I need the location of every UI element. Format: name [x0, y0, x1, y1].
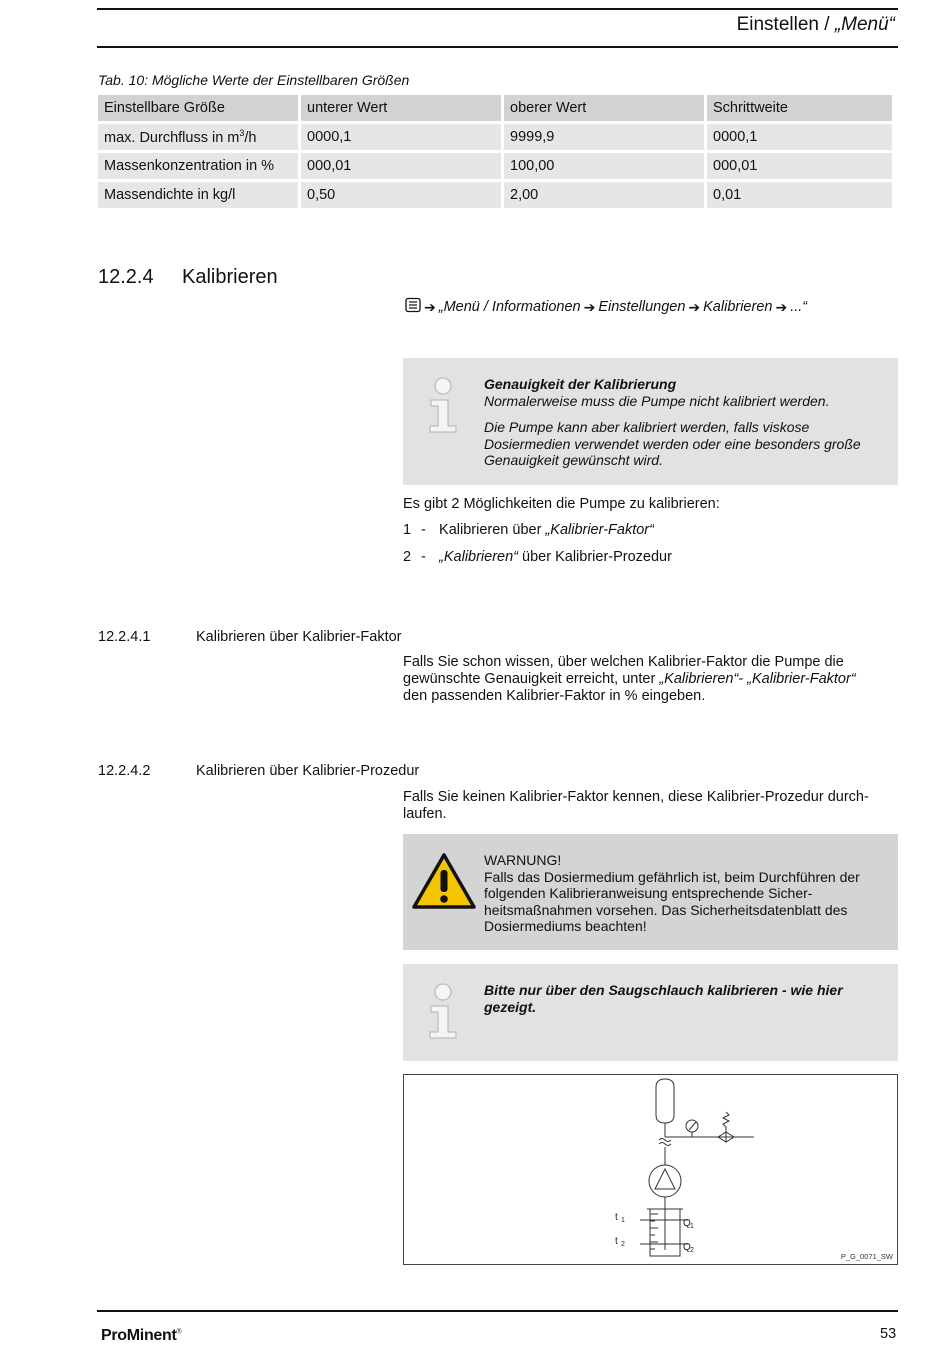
- table-cell: 0,50: [301, 182, 501, 208]
- page-header-title: Einstellen / „Menü“: [736, 14, 895, 35]
- section-number: 12.2.4: [98, 266, 154, 288]
- menu-path-step: „Menü / Informationen: [438, 299, 581, 315]
- label-t1: t: [615, 1212, 618, 1223]
- table-row: [98, 124, 892, 150]
- info-box-suction: [403, 964, 898, 1061]
- menu-path-step: ...“: [790, 299, 808, 315]
- footer-rule: [97, 1310, 898, 1312]
- warning-title: WARNUNG!: [484, 852, 562, 868]
- table-cell: 2,00: [504, 182, 704, 208]
- calibration-schematic: [404, 1075, 897, 1264]
- arrow-right-icon: ➔: [424, 298, 436, 315]
- label-q1-subscript: 1: [690, 1223, 694, 1230]
- menu-icon: [405, 297, 421, 317]
- subsection-title: Kalibrieren über Kalibrier-Prozedur: [196, 763, 420, 779]
- subsection-number: 12.2.4.2: [98, 763, 151, 779]
- calibration-diagram: [403, 1074, 898, 1265]
- table-cell: 000,01: [707, 153, 892, 179]
- values-table: [95, 92, 895, 211]
- subsection-text: Falls Sie schon wissen, über welchen Kalibrier-Faktor die Pumpe die gewünschte Genauigkeit erreicht, unter „Kalibrieren“- „Kalibrier-Faktor“ den passenden Kalibrier-Faktor in % eingeben.: [403, 654, 856, 704]
- table-cell: 0000,1: [301, 124, 501, 150]
- page-number: 53: [880, 1326, 897, 1342]
- subsection-text: Falls Sie keinen Kalibrier-Faktor kennen, diese Kalibrier-Prozedur durch-laufen.: [403, 789, 869, 822]
- table-header-cell: Einstellbare Größe: [98, 95, 298, 121]
- table-cell: Massendichte in kg/l: [98, 182, 298, 208]
- table-header-cell: oberer Wert: [504, 95, 704, 121]
- table-cell: 9999,9: [504, 124, 704, 150]
- table-cell: Massenkonzentration in %: [98, 153, 298, 179]
- header-bottom-rule: [97, 46, 898, 48]
- prominent-logo: ProMinent®: [101, 1327, 182, 1344]
- table-cell: 100,00: [504, 153, 704, 179]
- list-item: 2 - „Kalibrieren“ über Kalibrier-Prozedur: [403, 549, 672, 565]
- subsection-title: Kalibrieren über Kalibrier-Faktor: [196, 629, 402, 645]
- menu-path: [405, 297, 807, 317]
- table-row: [98, 182, 892, 208]
- table-cell: 0,01: [707, 182, 892, 208]
- label-t2: t: [615, 1236, 618, 1247]
- info-box-accuracy: [403, 358, 898, 485]
- label-q2: Q: [683, 1242, 691, 1253]
- info-icon: [425, 982, 461, 1040]
- table-header-cell: unterer Wert: [301, 95, 501, 121]
- info-box-text: Bitte nur über den Saugschlauch kalibrieren - wie hier gezeigt.: [484, 982, 843, 1015]
- warning-triangle-icon: [411, 852, 477, 910]
- table-caption: Tab. 10: Mögliche Werte der Einstellbaren Größen: [98, 72, 410, 88]
- info-icon: [425, 376, 461, 434]
- list-item: 1 - Kalibrieren über „Kalibrier-Faktor“: [403, 522, 654, 538]
- figure-id-label: P_G_0071_SW: [840, 1252, 893, 1261]
- table-header-cell: Schrittweite: [707, 95, 892, 121]
- label-t1-subscript: 1: [621, 1217, 625, 1224]
- table-cell: 000,01: [301, 153, 501, 179]
- info-box-line: Die Pumpe kann aber kalibriert werden, falls viskose Dosiermedien verwendet werden oder eine besonders große Genauigkeit gewünscht wird.: [484, 419, 861, 468]
- arrow-right-icon: ➔: [688, 298, 701, 315]
- info-box-line: Normalerweise muss die Pumpe nicht kalibriert werden.: [484, 392, 830, 409]
- label-q1: Q: [683, 1218, 691, 1229]
- label-t2-subscript: 2: [621, 1241, 625, 1248]
- arrow-right-icon: ➔: [583, 298, 596, 315]
- warning-box: [403, 834, 898, 950]
- label-q2-subscript: 2: [690, 1247, 694, 1254]
- menu-path-step: Einstellungen: [598, 299, 686, 315]
- menu-path-step: Kalibrieren: [703, 299, 773, 315]
- info-box-title: Genauigkeit der Kalibrierung: [484, 376, 677, 392]
- header-top-rule: [97, 8, 898, 10]
- table-row: [98, 153, 892, 179]
- table-header-row: [98, 95, 892, 121]
- table-cell: 0000,1: [707, 124, 892, 150]
- subsection-number: 12.2.4.1: [98, 629, 151, 645]
- section-title: Kalibrieren: [182, 266, 278, 288]
- warning-text: Falls das Dosiermedium gefährlich ist, beim Durchführen der folgenden Kalibrieranweisung entsprechende Sicher-heitsmaßnahmen vorsehen. Das Sicherheitsdatenblatt des Dosiermediums beachten!: [484, 868, 860, 934]
- intro-text: Es gibt 2 Möglichkeiten die Pumpe zu kalibrieren:: [403, 496, 720, 512]
- table-cell: max. Durchfluss in $m^3/h$: [98, 124, 298, 150]
- arrow-right-icon: ➔: [775, 298, 788, 315]
